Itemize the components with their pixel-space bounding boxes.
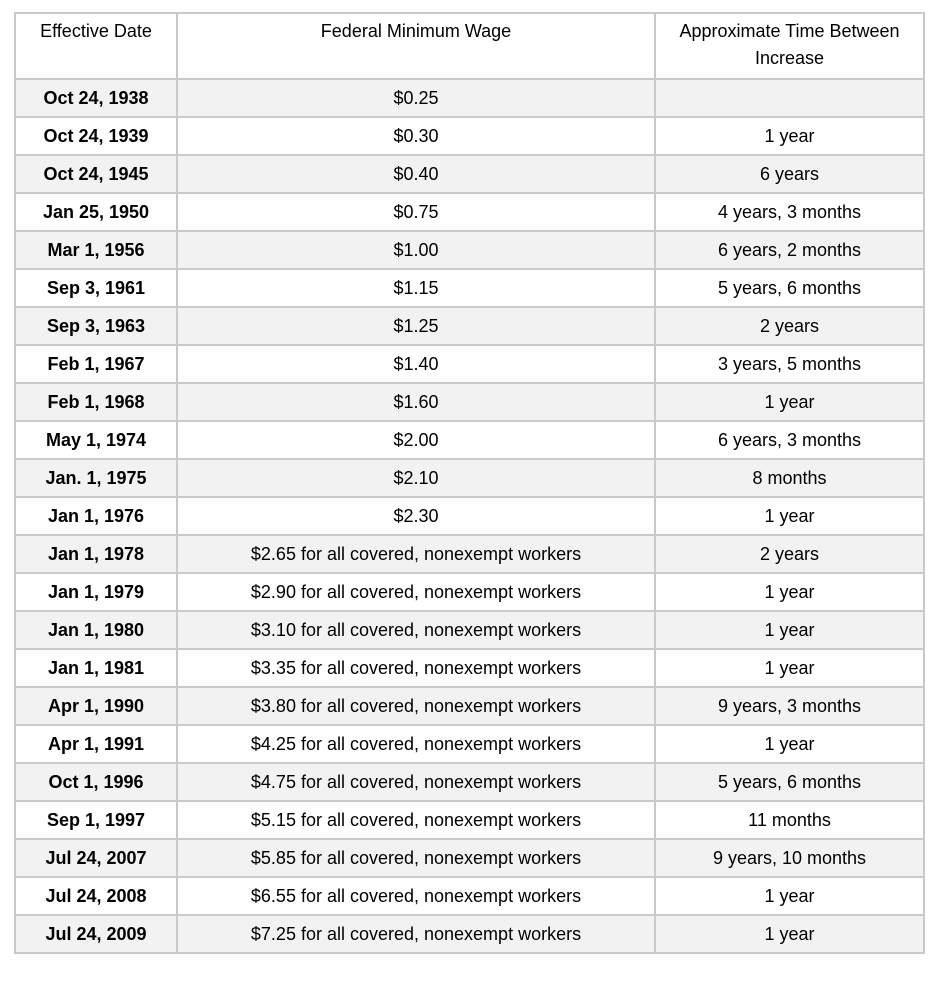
gap-cell: 1 year xyxy=(655,573,924,611)
header-time-between-increase: Approximate Time Between Increase xyxy=(655,13,924,79)
table-row xyxy=(15,687,924,725)
date-cell: Oct 1, 1996 xyxy=(15,763,177,801)
wage-cell: $2.30 xyxy=(177,497,655,535)
table-row xyxy=(15,307,924,345)
table-row xyxy=(15,725,924,763)
date-cell: Jan 1, 1976 xyxy=(15,497,177,535)
table-row xyxy=(15,497,924,535)
gap-cell: 1 year xyxy=(655,649,924,687)
date-cell: Jul 24, 2009 xyxy=(15,915,177,953)
wage-cell: $0.30 xyxy=(177,117,655,155)
date-cell: Oct 24, 1945 xyxy=(15,155,177,193)
table-row xyxy=(15,345,924,383)
table-row xyxy=(15,269,924,307)
table-header xyxy=(15,13,924,79)
header-row xyxy=(15,13,924,79)
date-cell: Mar 1, 1956 xyxy=(15,231,177,269)
date-cell: Apr 1, 1991 xyxy=(15,725,177,763)
table-row xyxy=(15,839,924,877)
gap-cell: 9 years, 3 months xyxy=(655,687,924,725)
wage-cell: $0.25 xyxy=(177,79,655,117)
table-row xyxy=(15,877,924,915)
wage-cell: $5.15 for all covered, nonexempt workers xyxy=(177,801,655,839)
date-cell: Sep 1, 1997 xyxy=(15,801,177,839)
wage-cell: $1.00 xyxy=(177,231,655,269)
date-cell: Jan. 1, 1975 xyxy=(15,459,177,497)
wage-cell: $3.10 for all covered, nonexempt workers xyxy=(177,611,655,649)
gap-cell: 8 months xyxy=(655,459,924,497)
wage-cell: $4.75 for all covered, nonexempt workers xyxy=(177,763,655,801)
table-row xyxy=(15,383,924,421)
header-effective-date: Effective Date xyxy=(15,13,177,79)
header-federal-minimum-wage: Federal Minimum Wage xyxy=(177,13,655,79)
wage-cell: $2.10 xyxy=(177,459,655,497)
date-cell: Jan 1, 1978 xyxy=(15,535,177,573)
date-cell: Jan 1, 1980 xyxy=(15,611,177,649)
table-row xyxy=(15,535,924,573)
gap-cell: 1 year xyxy=(655,611,924,649)
table-row xyxy=(15,193,924,231)
table-row xyxy=(15,459,924,497)
gap-cell: 2 years xyxy=(655,535,924,573)
gap-cell: 1 year xyxy=(655,877,924,915)
table-row xyxy=(15,155,924,193)
gap-cell: 6 years, 2 months xyxy=(655,231,924,269)
gap-cell: 4 years, 3 months xyxy=(655,193,924,231)
wage-cell: $5.85 for all covered, nonexempt workers xyxy=(177,839,655,877)
date-cell: Apr 1, 1990 xyxy=(15,687,177,725)
wage-cell: $1.60 xyxy=(177,383,655,421)
date-cell: Feb 1, 1967 xyxy=(15,345,177,383)
date-cell: Jan 1, 1979 xyxy=(15,573,177,611)
wage-cell: $2.00 xyxy=(177,421,655,459)
date-cell: Jan 1, 1981 xyxy=(15,649,177,687)
gap-cell: 3 years, 5 months xyxy=(655,345,924,383)
wage-cell: $2.65 for all covered, nonexempt workers xyxy=(177,535,655,573)
date-cell: Sep 3, 1961 xyxy=(15,269,177,307)
minimum-wage-table xyxy=(14,12,925,954)
table-body xyxy=(15,79,924,953)
gap-cell: 2 years xyxy=(655,307,924,345)
wage-cell: $1.25 xyxy=(177,307,655,345)
date-cell: Oct 24, 1938 xyxy=(15,79,177,117)
wage-cell: $3.80 for all covered, nonexempt workers xyxy=(177,687,655,725)
gap-cell: 5 years, 6 months xyxy=(655,269,924,307)
table-row xyxy=(15,79,924,117)
wage-cell: $6.55 for all covered, nonexempt workers xyxy=(177,877,655,915)
table-row xyxy=(15,611,924,649)
date-cell: Jan 25, 1950 xyxy=(15,193,177,231)
wage-cell: $0.75 xyxy=(177,193,655,231)
table-row xyxy=(15,573,924,611)
wage-cell: $3.35 for all covered, nonexempt workers xyxy=(177,649,655,687)
date-cell: Jul 24, 2007 xyxy=(15,839,177,877)
gap-cell: 5 years, 6 months xyxy=(655,763,924,801)
table-row xyxy=(15,649,924,687)
wage-cell: $7.25 for all covered, nonexempt workers xyxy=(177,915,655,953)
wage-cell: $1.15 xyxy=(177,269,655,307)
table-row xyxy=(15,763,924,801)
table-row xyxy=(15,231,924,269)
date-cell: Feb 1, 1968 xyxy=(15,383,177,421)
date-cell: Jul 24, 2008 xyxy=(15,877,177,915)
table-row xyxy=(15,915,924,953)
wage-cell: $1.40 xyxy=(177,345,655,383)
date-cell: Sep 3, 1963 xyxy=(15,307,177,345)
wage-cell: $2.90 for all covered, nonexempt workers xyxy=(177,573,655,611)
gap-cell xyxy=(655,79,924,117)
gap-cell: 1 year xyxy=(655,117,924,155)
table-row xyxy=(15,421,924,459)
gap-cell: 1 year xyxy=(655,725,924,763)
gap-cell: 6 years, 3 months xyxy=(655,421,924,459)
table-row xyxy=(15,117,924,155)
date-cell: May 1, 1974 xyxy=(15,421,177,459)
gap-cell: 1 year xyxy=(655,915,924,953)
gap-cell: 6 years xyxy=(655,155,924,193)
wage-cell: $0.40 xyxy=(177,155,655,193)
date-cell: Oct 24, 1939 xyxy=(15,117,177,155)
gap-cell: 1 year xyxy=(655,383,924,421)
gap-cell: 9 years, 10 months xyxy=(655,839,924,877)
table-row xyxy=(15,801,924,839)
gap-cell: 11 months xyxy=(655,801,924,839)
wage-cell: $4.25 for all covered, nonexempt workers xyxy=(177,725,655,763)
gap-cell: 1 year xyxy=(655,497,924,535)
